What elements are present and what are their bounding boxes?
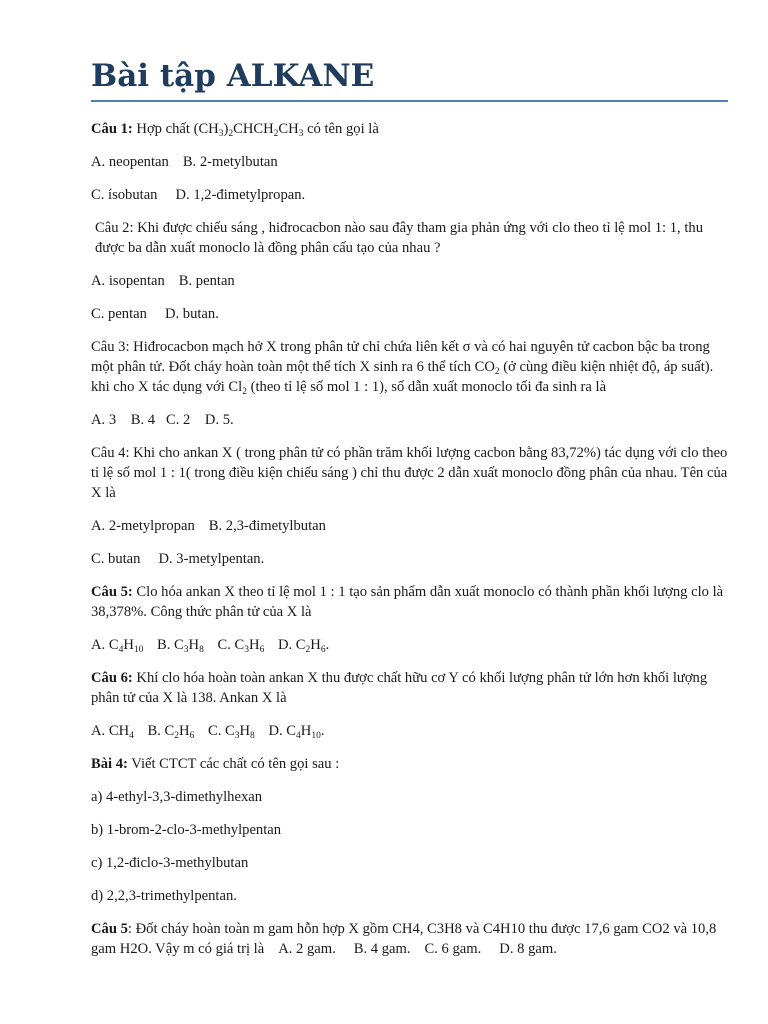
option-d: D. 3-metylpentan. bbox=[158, 551, 265, 567]
question-final: Câu 5: Đốt cháy hoàn toàn m gam hỗn hợp X gồm CH4, C3H8 và C4H10 thu được 17,6 gam CO2 và 10,8 gam H2O. Vậy m có giá trị là A. 2 gam. B. 4 gam. C. 6 gam. D. 8 gam. bbox=[91, 921, 717, 957]
question-4-options-ab bbox=[91, 516, 731, 536]
question-label: Câu 6: bbox=[91, 670, 133, 686]
option-c: C. 6 gam. bbox=[424, 941, 482, 957]
question-1-options-ab bbox=[91, 152, 731, 172]
option-d: D. $C_4H_{10}$. bbox=[268, 723, 325, 741]
question-2-options-ab bbox=[91, 271, 731, 291]
question-3: Câu 3: Hiđrocacbon mạch hở X trong phân tử chỉ chứa liên kết σ và có hai nguyên tử cacbon bậc ba trong một phân tử. Đốt cháy hoàn toàn một thể tích X sinh ra 6 thể tích $CO_2$ (ở cùng điều kiện nhiệt độ, áp suất). khi cho X tác dụng với $Cl_2$ (theo tỉ lệ số mol 1 : 1), số dẫn xuất monoclo tối đa sinh ra là bbox=[91, 339, 714, 397]
question-1: Câu 1: Hợp chất $(CH_3)_2CHCH_2CH_3$ có tên gọi là bbox=[91, 121, 379, 139]
option-c: C. $C_3H_6$ bbox=[217, 637, 265, 655]
option-a: A. isopentan bbox=[91, 273, 165, 289]
option-d: D. 8 gam. bbox=[499, 941, 557, 957]
exercise-4: Bài 4: Viết CTCT các chất có tên gọi sau : bbox=[91, 756, 340, 772]
question-5: Câu 5: Clo hóa ankan X theo tỉ lệ mol 1 : 1 tạo sản phẩm dẫn xuất monoclo có thành phần khối lượng clo là 38,378%. Công thức phân tử của X là bbox=[91, 584, 724, 620]
option-c: C. ísobutan bbox=[91, 187, 158, 203]
option-a: A. neopentan bbox=[91, 154, 169, 170]
exercise-label: Bài 4: bbox=[91, 756, 128, 772]
option-b: B. pentan bbox=[178, 273, 235, 289]
option-b: B. $C_2H_6$ bbox=[147, 723, 195, 741]
question-6-options bbox=[91, 721, 731, 741]
question-6: Câu 6: Khí clo hóa hoàn toàn ankan X thu được chất hữu cơ Y có khối lượng phân tử lớn hơn khối lượng phân tử của X là 138. Ankan X là bbox=[91, 670, 708, 706]
question-2-options-cd bbox=[91, 304, 731, 324]
exercise-item: d) 2,2,3-trimethylpentan. bbox=[91, 888, 237, 904]
document-body bbox=[91, 119, 731, 959]
option-b: B. $C_3H_8$ bbox=[157, 637, 204, 655]
question-4-options-cd bbox=[91, 549, 731, 569]
option-d: D. butan. bbox=[164, 306, 219, 322]
option-a: A. $CH_4$ bbox=[91, 723, 134, 741]
option-b: B. 2,3-đimetylbutan bbox=[208, 518, 326, 534]
exercise-item: a) 4-ethyl-3,3-dimethylhexan bbox=[91, 789, 263, 805]
question-3-options: A. 3 B. 4 C. 2 D. 5. bbox=[91, 412, 234, 428]
question-4: Câu 4: Khi cho ankan X ( trong phân tử có phần trăm khối lượng cacbon bằng 83,72%) tác dụng với clo theo tỉ lệ số mol 1 : 1( trong điều kiện chiếu sáng ) chỉ thu được 2 dẫn xuất monoclo đồng phân của nhau. Tên của X là bbox=[91, 445, 728, 501]
question-5-options bbox=[91, 635, 731, 655]
question-label: Câu 5: bbox=[91, 584, 133, 600]
question-label: Câu 1: bbox=[91, 121, 133, 137]
option-b: B. 2-metylbutan bbox=[182, 154, 278, 170]
exercise-item: b) 1-brom-2-clo-3-methylpentan bbox=[91, 822, 282, 838]
question-2: Câu 2: Khi được chiếu sáng , hiđrocacbon nào sau đây tham gia phản ứng với clo theo tỉ lệ mol 1: 1, thu được ba dẫn xuất monoclo là đồng phân cấu tạo của nhau ? bbox=[95, 220, 703, 256]
option-b: B. 4 gam. bbox=[353, 941, 411, 957]
option-a: A. 2-metylpropan bbox=[91, 518, 195, 534]
option-a: A. 2 gam. bbox=[278, 941, 336, 957]
question-1-options-cd bbox=[91, 185, 731, 205]
question-label: Câu 5 bbox=[91, 921, 128, 937]
exercise-item: c) 1,2-điclo-3-methylbutan bbox=[91, 855, 249, 871]
option-d: D. $C_2H_6$. bbox=[277, 637, 330, 655]
option-d: D. 1,2-đimetylpropan. bbox=[175, 187, 306, 203]
option-c: C. butan bbox=[91, 551, 141, 567]
option-c: C. $C_3H_8$ bbox=[207, 723, 255, 741]
option-a: A. $C_4H_{10}$ bbox=[91, 637, 144, 655]
document-title: Bài tập ALKANE bbox=[91, 56, 728, 102]
option-c: C. pentan bbox=[91, 306, 147, 322]
